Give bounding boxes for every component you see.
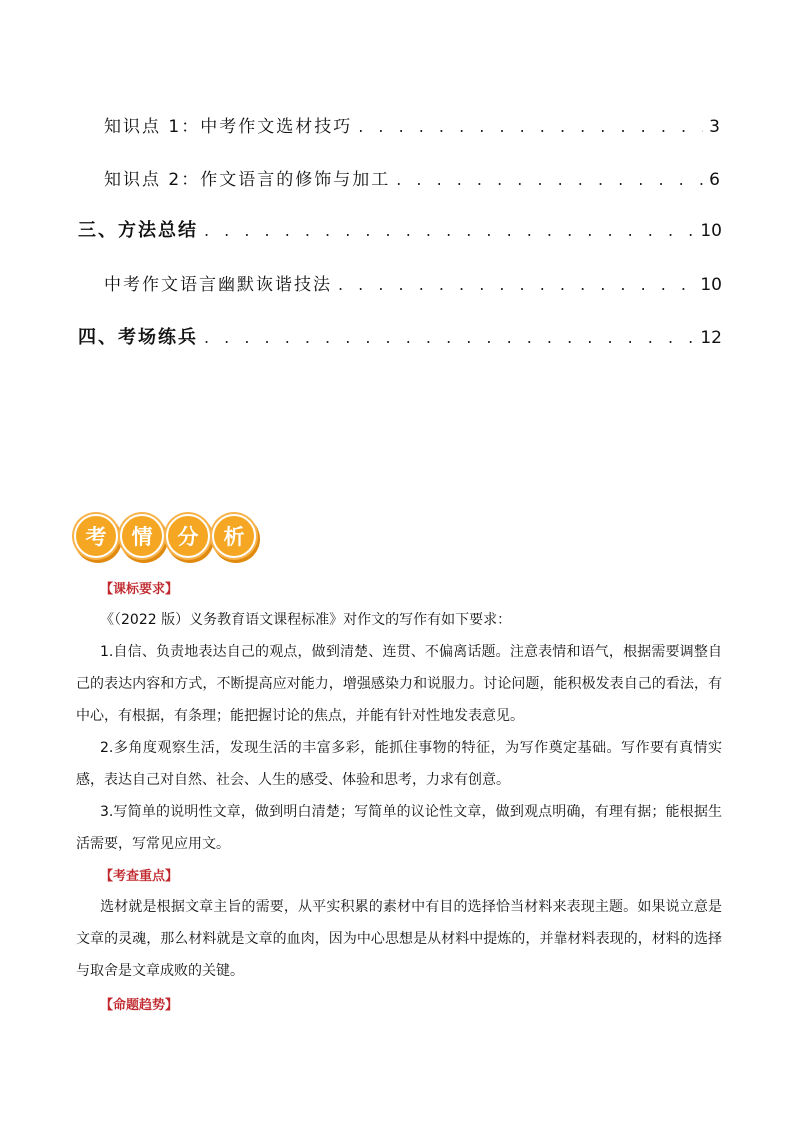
toc-page-number: 10 xyxy=(700,275,722,295)
banner-char-3: 分 xyxy=(166,514,210,558)
toc-page-number: 10 xyxy=(700,221,722,241)
curriculum-intro: 《（2022 版）义务教育语文课程标准》对作文的写作有如下要求： xyxy=(100,612,512,628)
toc-entry-knowledge-2[interactable] xyxy=(104,165,720,190)
toc-page-number: 6 xyxy=(709,170,720,190)
trend-heading: 【命题趋势】 xyxy=(100,998,179,1013)
focus-text: 选材就是根据文章主旨的需要，从平实积累的素材中有目的选择恰当材料来表现主题。如果说立意是文章的灵魂，那么材料就是文章的血肉，因为中心思想是从材料中提炼的，并靠材料表现的，材料的选择与取舍是文章成败的关键。 xyxy=(76,899,722,979)
toc-leader-dots xyxy=(396,170,703,189)
toc-entry-humor-technique[interactable] xyxy=(104,270,722,295)
toc-leader-dots xyxy=(358,117,703,136)
toc-entry-label: 知识点 1：中考作文选材技巧 xyxy=(104,117,353,137)
section-banner xyxy=(74,514,258,558)
toc-leader-dots xyxy=(338,275,694,294)
toc-entry-label: 知识点 2：作文语言的修饰与加工 xyxy=(104,170,391,190)
toc-entry-label: 四、考场练兵 xyxy=(78,327,198,348)
toc-leader-dots xyxy=(204,328,694,347)
toc-entry-label: 中考作文语言幽默诙谐技法 xyxy=(104,275,332,295)
banner-char-1: 考 xyxy=(74,514,118,558)
toc-entry-method-summary[interactable] xyxy=(78,216,722,242)
curriculum-item-3: 3.写简单的说明性文章，做到明白清楚；写简单的议论性文章，做到观点明确，有理有据；能根据生活需要，写常见应用文。 xyxy=(76,804,722,852)
toc-page-number: 3 xyxy=(709,117,720,137)
curriculum-heading: 【课标要求】 xyxy=(100,582,179,597)
toc-entry-label: 三、方法总结 xyxy=(78,220,198,241)
toc-entry-knowledge-1[interactable] xyxy=(104,112,720,137)
curriculum-item-1: 1.自信、负责地表达自己的观点，做到清楚、连贯、不偏离话题。注意表情和语气，根据需要调整自己的表达内容和方式，不断提高应对能力，增强感染力和说服力。讨论问题，能积极发表自己的看法，有中心，有根据，有条理；能把握讨论的焦点，并能有针对性地发表意见。 xyxy=(76,644,722,724)
banner-char-2: 情 xyxy=(120,514,164,558)
banner-char-4: 析 xyxy=(212,514,256,558)
toc-leader-dots xyxy=(204,221,694,240)
toc-page-number: 12 xyxy=(700,328,722,348)
focus-heading: 【考查重点】 xyxy=(100,869,179,884)
curriculum-item-2: 2.多角度观察生活，发现生活的丰富多彩，能抓住事物的特征，为写作奠定基础。写作要有真情实感，表达自己对自然、社会、人生的感受、体验和思考，力求有创意。 xyxy=(76,740,722,788)
toc-entry-exam-practice[interactable] xyxy=(78,323,722,349)
